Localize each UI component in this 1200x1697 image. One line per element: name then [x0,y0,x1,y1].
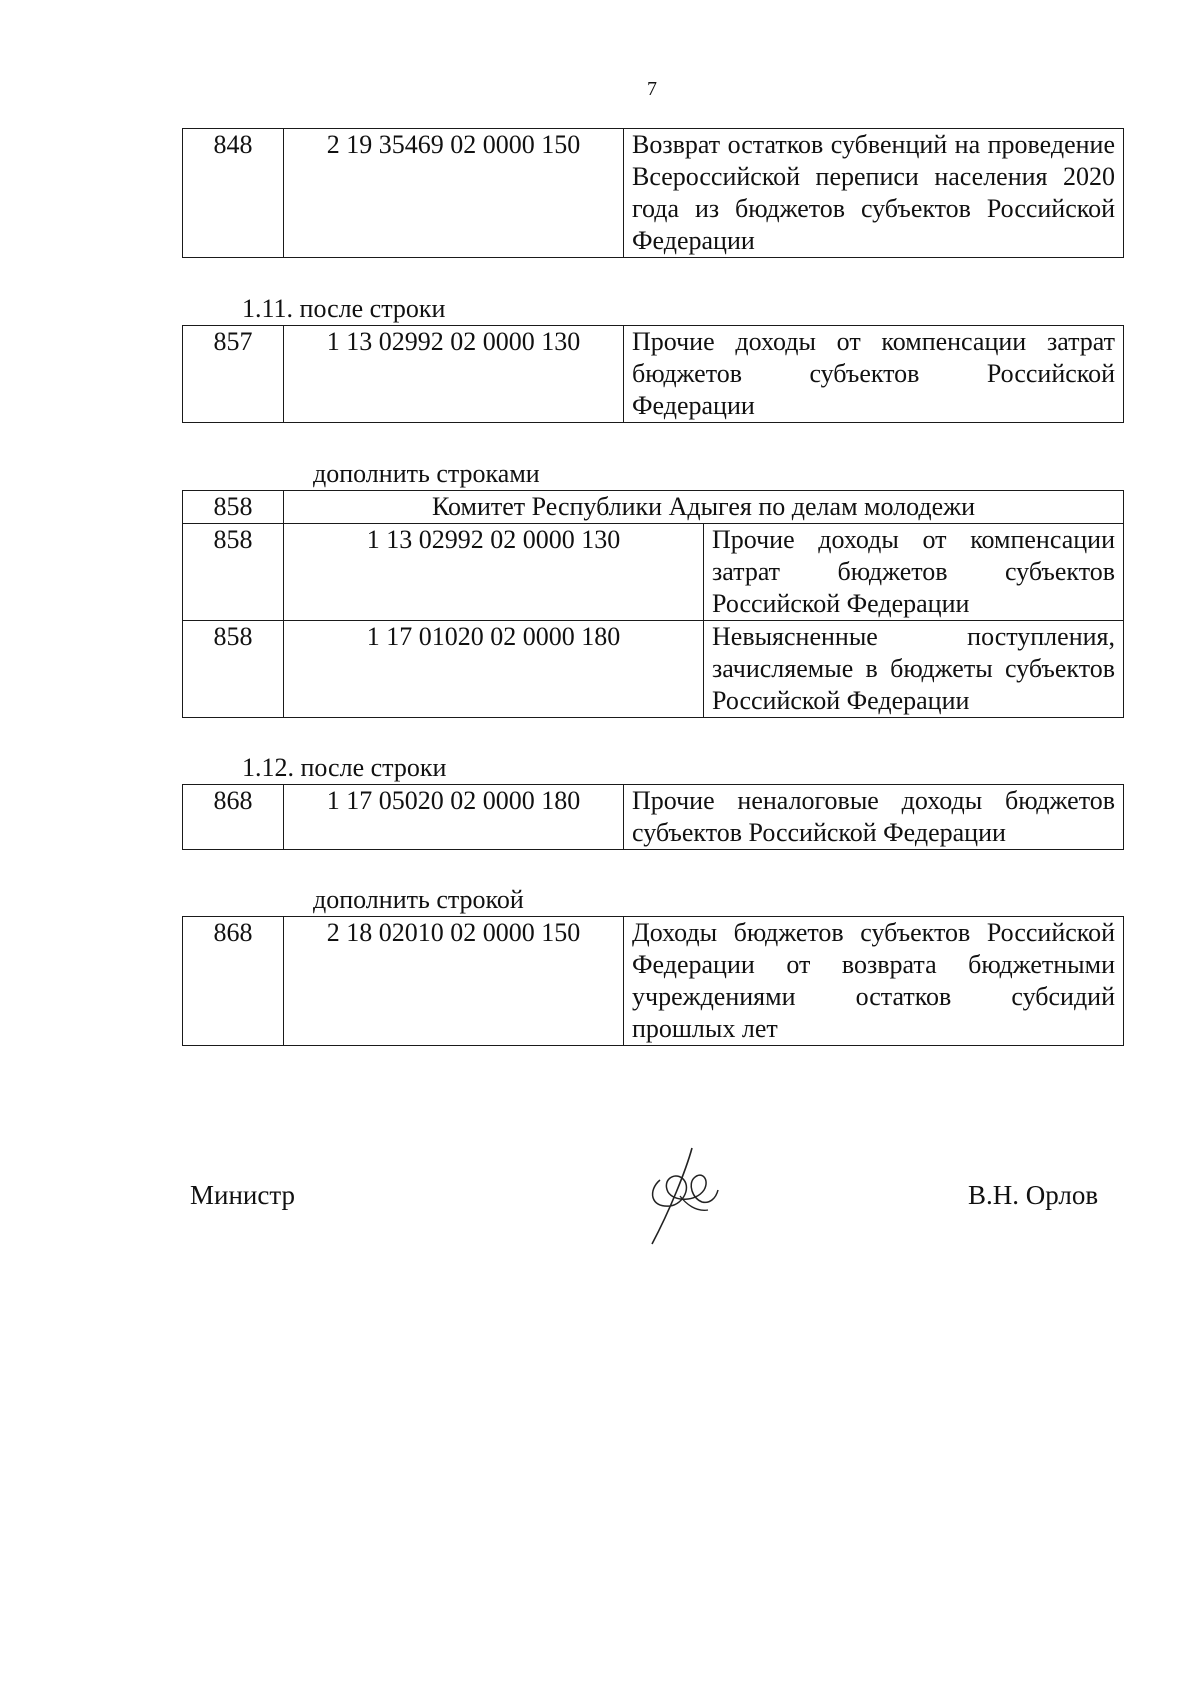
table-title-row [183,491,1124,524]
table-row [183,917,1124,1046]
admin-code-cell: 858 [183,524,284,621]
admin-code-cell: 868 [183,917,284,1046]
revenue-name-cell: Прочие доходы от компенсации затрат бюджетов субъектов Российской Федерации [624,326,1124,423]
revenue-code-cell: 1 17 01020 02 0000 180 [284,621,704,718]
admin-code-cell: 848 [183,129,284,258]
section-heading-1-12: 1.12. после строки [242,753,447,782]
table-after-row-1-11 [182,325,1124,423]
revenue-code-cell: 1 17 05020 02 0000 180 [284,785,624,850]
table-after-row-1-12 [182,784,1124,850]
table-row [183,785,1124,850]
table-added-row-1-12 [182,916,1124,1046]
admin-code-cell: 857 [183,326,284,423]
table-row [183,326,1124,423]
add-row-heading: дополнить строкой [313,885,524,914]
revenue-code-cell: 2 19 35469 02 0000 150 [284,129,624,258]
add-rows-heading: дополнить строками [313,459,540,488]
table-row [183,524,1124,621]
committee-title-cell: Комитет Республики Адыгея по делам молодежи [284,491,1124,524]
revenue-name-cell: Возврат остатков субвенций на проведение Всероссийской переписи населения 2020 года из бюджетов субъектов Российской Федерации [624,129,1124,258]
page-number: 7 [647,78,657,100]
table-return-subventions [182,128,1124,258]
revenue-code-cell: 2 18 02010 02 0000 150 [284,917,624,1046]
revenue-name-cell: Доходы бюджетов субъектов Российской Федерации от возврата бюджетными учреждениями остатков субсидий прошлых лет [624,917,1124,1046]
table-added-rows-1-11 [182,490,1124,718]
revenue-code-cell: 1 13 02992 02 0000 130 [284,326,624,423]
signatory-role: Министр [190,1180,295,1210]
section-heading-1-11: 1.11. после строки [242,294,446,323]
revenue-name-cell: Прочие доходы от компенсации затрат бюджетов субъектов Российской Федерации [704,524,1124,621]
revenue-code-cell: 1 13 02992 02 0000 130 [284,524,704,621]
admin-code-cell: 858 [183,491,284,524]
signatory-name: В.Н. Орлов [968,1180,1099,1210]
handwritten-signature-icon [640,1140,740,1250]
table-row [183,621,1124,718]
admin-code-cell: 858 [183,621,284,718]
table-row [183,129,1124,258]
revenue-name-cell: Невыясненные поступления, зачисляемые в бюджеты субъектов Российской Федерации [704,621,1124,718]
admin-code-cell: 868 [183,785,284,850]
revenue-name-cell: Прочие неналоговые доходы бюджетов субъектов Российской Федерации [624,785,1124,850]
